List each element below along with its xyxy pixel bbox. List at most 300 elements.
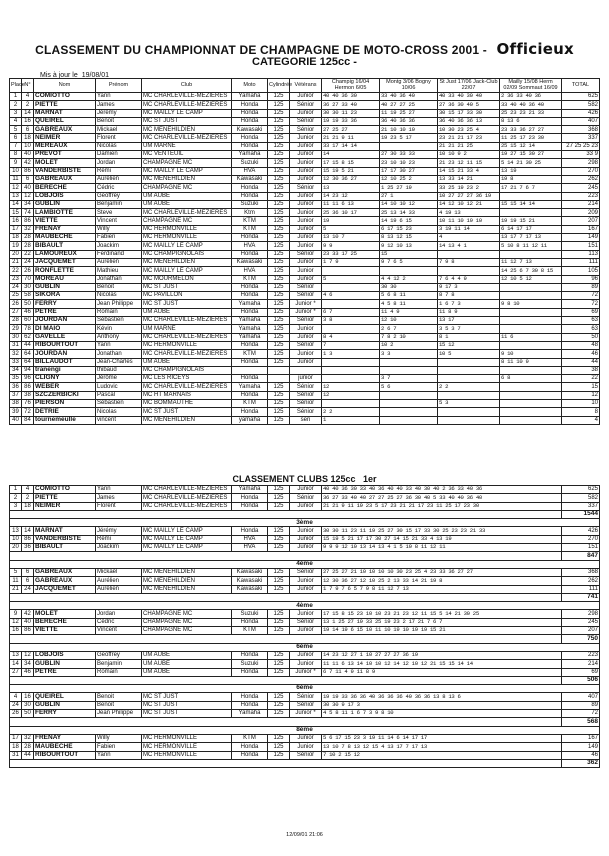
cell-scores-4: 9 8 10 [500, 300, 562, 308]
cell-scores-4: 17 21 7 6 7 [500, 184, 562, 192]
cell-place: 17 [10, 225, 22, 233]
club-cell-moto: KTM [232, 734, 268, 742]
cell-cylindree: 125 [268, 399, 290, 407]
cell-scores-3: 10 30 23 25 4 [438, 126, 500, 134]
cell-scores-3 [438, 375, 500, 383]
cell-prenom: Jérôme [96, 375, 142, 383]
cell-moto: Honda [232, 117, 268, 125]
cell-scores-1: 30 30 11 23 [322, 109, 380, 117]
cell-place: 7 [10, 142, 22, 150]
table-row [10, 242, 600, 250]
club-cell-total: 298 [562, 610, 600, 618]
club-cell-scores: 9 9 9 12 10 13 14 13 4 1 5 10 8 11 12 11 [322, 544, 562, 552]
cell-total: 223 [562, 192, 600, 200]
club-total-row [10, 552, 600, 560]
cell-cylindree: 125 [268, 200, 290, 208]
cell-scores-4: 13 17 7 17 13 [500, 234, 562, 242]
club-row [10, 710, 600, 718]
cell-total: 72 [562, 300, 600, 308]
footer-timestamp: 12/09/01 21:06 [286, 832, 323, 838]
cell-prenom: Nicolas [96, 292, 142, 300]
cell-moto: Honda [232, 134, 268, 142]
club-rank-row [10, 726, 600, 734]
club-cell-prenom: Yann [96, 751, 142, 759]
cell-total: 111 [562, 258, 600, 266]
club-cell-place: 21 [10, 585, 22, 593]
cell-club: MC ST JUST [142, 283, 232, 291]
club-cell-veteran: Junior [290, 610, 322, 618]
cell-moto: Honda [232, 408, 268, 416]
cell-moto: Suzuki [232, 159, 268, 167]
cell-club: UM MARNE [142, 142, 232, 150]
cell-prenom: Sébastien [96, 399, 142, 407]
club-cell-moto: KTM [232, 627, 268, 635]
cell-total: 209 [562, 209, 600, 217]
cell-total: 69 [562, 308, 600, 316]
club-cell-num: 24 [22, 585, 34, 593]
cell-total: 298 [562, 159, 600, 167]
cell-scores-4: 19 8 [500, 175, 562, 183]
club-cell-club: UM AUBE [142, 651, 232, 659]
table-row [10, 192, 600, 200]
cell-num: 46 [22, 308, 34, 316]
cell-club: MC MAILLY LE CAMP [142, 267, 232, 275]
cell-total: 149 [562, 234, 600, 242]
cell-num: 60 [22, 317, 34, 325]
cell-nom: MOLET [34, 159, 96, 167]
club-cell-moto: Honda [232, 618, 268, 626]
club-cell-moto: Yamaha [232, 710, 268, 718]
cell-prenom: thibaud [96, 366, 142, 374]
cell-place: 36 [10, 383, 22, 391]
club-cell-total: 151 [562, 544, 600, 552]
cell-scores-4: 33 40 40 36 40 [500, 101, 562, 109]
cell-place: 24 [10, 283, 22, 291]
cell-cylindree: 125 [268, 350, 290, 358]
cell-scores-4 [500, 192, 562, 200]
cell-place: 34 [10, 366, 22, 374]
cell-club: UM AUBE [142, 192, 232, 200]
cell-total: 167 [562, 225, 600, 233]
table-row [10, 283, 600, 291]
cell-prenom: Ludovic [96, 383, 142, 391]
cell-veteran: Junior [290, 93, 322, 101]
club-cell-moto: Kawasaki [232, 577, 268, 585]
col-races-1: Champig 16/04 Hermon 6/05 [322, 79, 380, 93]
club-cell-num: 50 [22, 710, 34, 718]
club-row [10, 494, 600, 502]
club-cell-place: 2 [10, 494, 22, 502]
club-cell-prenom: Aurélien [96, 577, 142, 585]
cell-cylindree: 125 [268, 308, 290, 316]
cell-moto: Kawasaki [232, 175, 268, 183]
club-total-spacer [10, 676, 562, 684]
club-cell-num: 44 [22, 751, 34, 759]
cell-scores-4 [500, 383, 562, 391]
cell-prenom: Yann [96, 93, 142, 101]
cell-total: 337 [562, 134, 600, 142]
cell-prenom: Ferdinand [96, 250, 142, 258]
cell-num: 64 [22, 358, 34, 366]
club-cell-scores: 13 10 7 8 13 12 15 4 13 17 7 17 13 [322, 743, 562, 751]
club-cell-prenom: Romain [96, 668, 142, 676]
cell-scores-4 [500, 209, 562, 217]
club-cell-moto: Honda [232, 527, 268, 535]
club-cell-total: 270 [562, 535, 600, 543]
club-cell-nom: MAUBECHE [34, 743, 96, 751]
club-cell-total: 262 [562, 577, 600, 585]
cell-scores-4 [500, 416, 562, 424]
cell-num: 96 [22, 375, 34, 383]
cell-place: 31 [10, 341, 22, 349]
cell-scores-4: 23 33 36 27 27 [500, 126, 562, 134]
club-cell-moto: Honda [232, 494, 268, 502]
cell-moto: Honda [232, 391, 268, 399]
table-row [10, 159, 600, 167]
cell-num: 24 [22, 258, 34, 266]
cell-nom: LOBJOIS [34, 192, 96, 200]
cell-nom: GABREAUX [34, 175, 96, 183]
cell-scores-2: 4 4 12 2 [380, 275, 438, 283]
cell-cylindree: 125 [268, 242, 290, 250]
cell-scores-1: 40 40 36 30 [322, 93, 380, 101]
title-text: CLASSEMENT DU CHAMPIONNAT DE CHAMPAGNE DE MOTO-CROSS 2001 - [35, 43, 487, 57]
cell-scores-3: 3 5 3 7 [438, 325, 500, 333]
cell-club: CHAMPAGNE MC [142, 184, 232, 192]
cell-club: UM AUBE [142, 200, 232, 208]
cell-place: 4 [10, 117, 22, 125]
club-cell-num: 36 [22, 544, 34, 552]
club-cell-moto: Honda [232, 743, 268, 751]
club-cell-cylindree: 125 [268, 751, 290, 759]
club-cell-cylindree: 125 [268, 734, 290, 742]
club-cell-veteran: Sénior [290, 751, 322, 759]
cell-scores-4: 25 15 12 14 [500, 142, 562, 150]
cell-scores-3: 5 3 [438, 399, 500, 407]
club-cell-moto: Yamaha [232, 486, 268, 494]
club-cell-num: 34 [22, 660, 34, 668]
cell-scores-3: 8 1 [438, 333, 500, 341]
club-cell-place: 16 [10, 627, 22, 635]
cell-nom: SIKORA [34, 292, 96, 300]
cell-scores-3 [438, 416, 500, 424]
cell-scores-1: 13 10 7 [322, 234, 380, 242]
cell-prenom: Joackim [96, 242, 142, 250]
cell-prenom: Jonathan [96, 275, 142, 283]
club-cell-moto: Honda [232, 751, 268, 759]
table-row [10, 250, 600, 258]
cell-scores-1: 21 21 9 11 [322, 134, 380, 142]
club-row [10, 610, 600, 618]
cell-veteran: Sénior [290, 383, 322, 391]
cell-scores-4: 11 12 7 13 [500, 258, 562, 266]
club-total-spacer [10, 635, 562, 643]
cell-moto [232, 366, 268, 374]
club-cell-total: 245 [562, 618, 600, 626]
cell-veteran: Junior [290, 242, 322, 250]
club-cell-club: CHAMPAGNE MC [142, 618, 232, 626]
club-rank-row [10, 602, 600, 610]
cell-prenom: Damien [96, 151, 142, 159]
cell-num: 10 [22, 142, 34, 150]
cell-num: 84 [22, 416, 34, 424]
cell-nom: DI MAIO [34, 325, 96, 333]
cell-veteran: Junior [290, 175, 322, 183]
club-cell-cylindree: 125 [268, 618, 290, 626]
cell-club: MC CHARLEVILLE-MEZIERES [142, 317, 232, 325]
cell-scores-1: 19 [322, 217, 380, 225]
club-cell-cylindree: 125 [268, 502, 290, 510]
club-cell-place: 1 [10, 486, 22, 494]
cell-scores-1: 7 [322, 341, 380, 349]
col-races-3: St Just 17/06 Jack-Club 22/07 [439, 78, 498, 91]
cell-scores-1 [322, 283, 380, 291]
club-cell-num: 40 [22, 618, 34, 626]
cell-scores-2: 9 12 10 13 [380, 242, 438, 250]
club-total: 568 [562, 718, 600, 726]
cell-total: 582 [562, 101, 600, 109]
club-rank-row [10, 560, 600, 568]
cell-scores-2 [380, 358, 438, 366]
cell-moto: KTM [232, 399, 268, 407]
cell-veteran: Sénior [290, 101, 322, 109]
club-cell-moto: Honda [232, 668, 268, 676]
cell-moto: Yamaha [232, 317, 268, 325]
cell-cylindree: 125 [268, 209, 290, 217]
cell-nom: NEIMER [34, 134, 96, 142]
cell-place: 26 [10, 300, 22, 308]
cell-scores-2: 23 10 10 23 [380, 159, 438, 167]
cell-scores-2: 6 17 15 23 [380, 225, 438, 233]
cell-veteran: Sénior [290, 391, 322, 399]
cell-nom: MOREAU [34, 275, 96, 283]
club-total-row [10, 510, 600, 518]
cell-moto: Honda [232, 358, 268, 366]
cell-moto: yamaha [232, 416, 268, 424]
club-total-row [10, 676, 600, 684]
cell-place: 23 [10, 275, 22, 283]
cell-place: 19 [10, 242, 22, 250]
cell-cylindree: 125 [268, 333, 290, 341]
cell-scores-1 [322, 358, 380, 366]
cell-scores-4: 11 6 [500, 333, 562, 341]
club-cell-total: 214 [562, 660, 600, 668]
club-cell-cylindree: 125 [268, 668, 290, 676]
cell-cylindree: 125 [268, 383, 290, 391]
club-cell-nom: VIETTE [34, 627, 96, 635]
cell-prenom: Kévin [96, 325, 142, 333]
cell-scores-2: 12 10 25 2 [380, 175, 438, 183]
club-cell-veteran: Junior [290, 527, 322, 535]
club-cell-club: MC HERMONVILLE [142, 734, 232, 742]
club-cell-prenom: James [96, 494, 142, 502]
club-cell-nom: MARNAT [34, 527, 96, 535]
cell-scores-4: 6 14 17 17 [500, 225, 562, 233]
cell-moto: HVA [232, 242, 268, 250]
cell-moto: Honda [232, 184, 268, 192]
club-cell-club: MC CHARLEVILLE-MEZIERES [142, 486, 232, 494]
club-cell-num: 2 [22, 494, 34, 502]
cell-cylindree: 125 [268, 192, 290, 200]
cell-veteran: Sénior [290, 317, 322, 325]
club-cell-veteran: Sénior [290, 618, 322, 626]
club-cell-num: 18 [22, 502, 34, 510]
club-row [10, 535, 600, 543]
cell-total: 48 [562, 341, 600, 349]
cell-veteran: Sénior [290, 117, 322, 125]
club-cell-total: 207 [562, 627, 600, 635]
table-row [10, 358, 600, 366]
table-row [10, 317, 600, 325]
club-cell-cylindree: 125 [268, 610, 290, 618]
club-cell-cylindree: 125 [268, 693, 290, 701]
club-cell-total: 337 [562, 502, 600, 510]
cell-moto: Honda [232, 142, 268, 150]
club-cell-veteran: Junior [290, 585, 322, 593]
club-row [10, 618, 600, 626]
club-cell-cylindree: 125 [268, 544, 290, 552]
cell-veteran: Junior [290, 200, 322, 208]
cell-scores-4 [500, 317, 562, 325]
clubs-table [9, 485, 600, 768]
club-total: 506 [562, 676, 600, 684]
club-row [10, 585, 600, 593]
club-cell-num: 6 [22, 568, 34, 576]
club-cell-place: 5 [10, 568, 22, 576]
cell-scores-1 [322, 375, 380, 383]
cell-scores-4 [500, 325, 562, 333]
club-cell-veteran: Junior [290, 535, 322, 543]
cell-club: MC MENEHILDIEN [142, 258, 232, 266]
cell-place: 20 [10, 250, 22, 258]
cell-scores-4: 5 10 8 11 12 11 [500, 242, 562, 250]
cell-prenom: Romain [96, 308, 142, 316]
club-cell-cylindree: 125 [268, 577, 290, 585]
club-row [10, 693, 600, 701]
club-cell-place: 9 [10, 610, 22, 618]
cell-scores-4 [500, 341, 562, 349]
cell-total: 27 25 25 23 [562, 142, 600, 150]
club-cell-nom: GABREAUX [34, 568, 96, 576]
cell-cylindree: 125 [268, 142, 290, 150]
cell-total: 46 [562, 350, 600, 358]
club-cell-cylindree: 125 [268, 651, 290, 659]
club-cell-cylindree: 125 [268, 710, 290, 718]
table-row [10, 167, 600, 175]
cell-club: MC MAILLY LE CAMP [142, 167, 232, 175]
club-cell-veteran: Sénior [290, 701, 322, 709]
club-cell-total: 426 [562, 527, 600, 535]
cell-veteran [290, 366, 322, 374]
table-row [10, 101, 600, 109]
cell-num: 12 [22, 192, 34, 200]
club-cell-num: 86 [22, 535, 34, 543]
cell-scores-4 [500, 366, 562, 374]
cell-scores-1 [322, 300, 380, 308]
cell-scores-3 [438, 391, 500, 399]
cell-scores-4: 6 8 [500, 375, 562, 383]
cell-nom: JOURDAN [34, 317, 96, 325]
cell-cylindree: 125 [268, 167, 290, 175]
club-cell-scores: 5 6 17 15 23 3 19 11 14 6 14 17 17 [322, 734, 562, 742]
club-cell-prenom: Mickaël [96, 568, 142, 576]
cell-scores-4 [500, 292, 562, 300]
cell-prenom: vincent [96, 416, 142, 424]
cell-club: MC CHARLEVILLE-MEZIERES [142, 134, 232, 142]
cell-scores-3 [438, 358, 500, 366]
cell-club: MC CHARLEVILLE-MEZIERES [142, 209, 232, 217]
club-cell-club: MC ST JUST [142, 701, 232, 709]
club-cell-nom: PETRE [34, 668, 96, 676]
cell-cylindree: 125 [268, 317, 290, 325]
club-cell-total: 167 [562, 734, 600, 742]
cell-total: 4 [562, 416, 600, 424]
cell-club: MC HERMONVILLE [142, 341, 232, 349]
col-races-4: Mailly 15/08 Herm 02/09 Sommaut 16/09 [500, 79, 562, 93]
club-cell-cylindree: 125 [268, 701, 290, 709]
club-cell-prenom: Geoffrey [96, 651, 142, 659]
status-label: Officieux [496, 40, 574, 58]
club-cell-prenom: Rémi [96, 535, 142, 543]
cell-scores-2: 19 23 5 17 [380, 134, 438, 142]
table-row [10, 308, 600, 316]
cell-veteran: Junior [290, 209, 322, 217]
club-row [10, 568, 600, 576]
cell-veteran: Junior [290, 159, 322, 167]
cell-veteran: Junior [290, 134, 322, 142]
cell-scores-1: 1 7 9 [322, 258, 380, 266]
cell-moto: HVA [232, 267, 268, 275]
cell-moto: Yamaha [232, 383, 268, 391]
club-cell-club: CHAMPAGNE MC [142, 627, 232, 635]
cell-prenom: Nicolas [96, 142, 142, 150]
cell-num: 16 [22, 117, 34, 125]
cell-prenom: Benjamin [96, 200, 142, 208]
cell-nom: PIETTE [34, 101, 96, 109]
cell-scores-2: 14 10 10 12 [380, 200, 438, 208]
cell-prenom: Florent [96, 134, 142, 142]
club-cell-prenom: Yann [96, 486, 142, 494]
cell-moto: Kawasaki [232, 258, 268, 266]
table-row [10, 234, 600, 242]
cell-veteran: Junior [290, 225, 322, 233]
cell-total: 368 [562, 126, 600, 134]
club-cell-club: MC ST JUST [142, 693, 232, 701]
table-row [10, 225, 600, 233]
club-cell-nom: COMIOTTO [34, 486, 96, 494]
cell-num: 30 [22, 283, 34, 291]
cell-num: 74 [22, 209, 34, 217]
cell-prenom: Nicolas [96, 408, 142, 416]
cell-scores-4: 8 11 10 9 [500, 358, 562, 366]
cell-scores-1: 2 2 [322, 408, 380, 416]
cell-place: 2 [10, 101, 22, 109]
cell-veteran: Junior [290, 151, 322, 159]
cell-num: 2 [22, 101, 34, 109]
cell-scores-4: 15 15 14 14 [500, 200, 562, 208]
cell-nom: GABREAUX [34, 126, 96, 134]
cell-nom: VIETTE [34, 217, 96, 225]
cell-club: MC CHARLEVILLE-MEZIERES [142, 333, 232, 341]
club-cell-place: 10 [10, 535, 22, 543]
club-cell-num: 28 [22, 743, 34, 751]
cell-scores-1 [322, 399, 380, 407]
club-cell-total: 89 [562, 701, 600, 709]
cell-veteran: Junior [290, 275, 322, 283]
cell-num: 72 [22, 408, 34, 416]
cell-num: 6 [22, 175, 34, 183]
club-cell-nom: QUEIREL [34, 693, 96, 701]
